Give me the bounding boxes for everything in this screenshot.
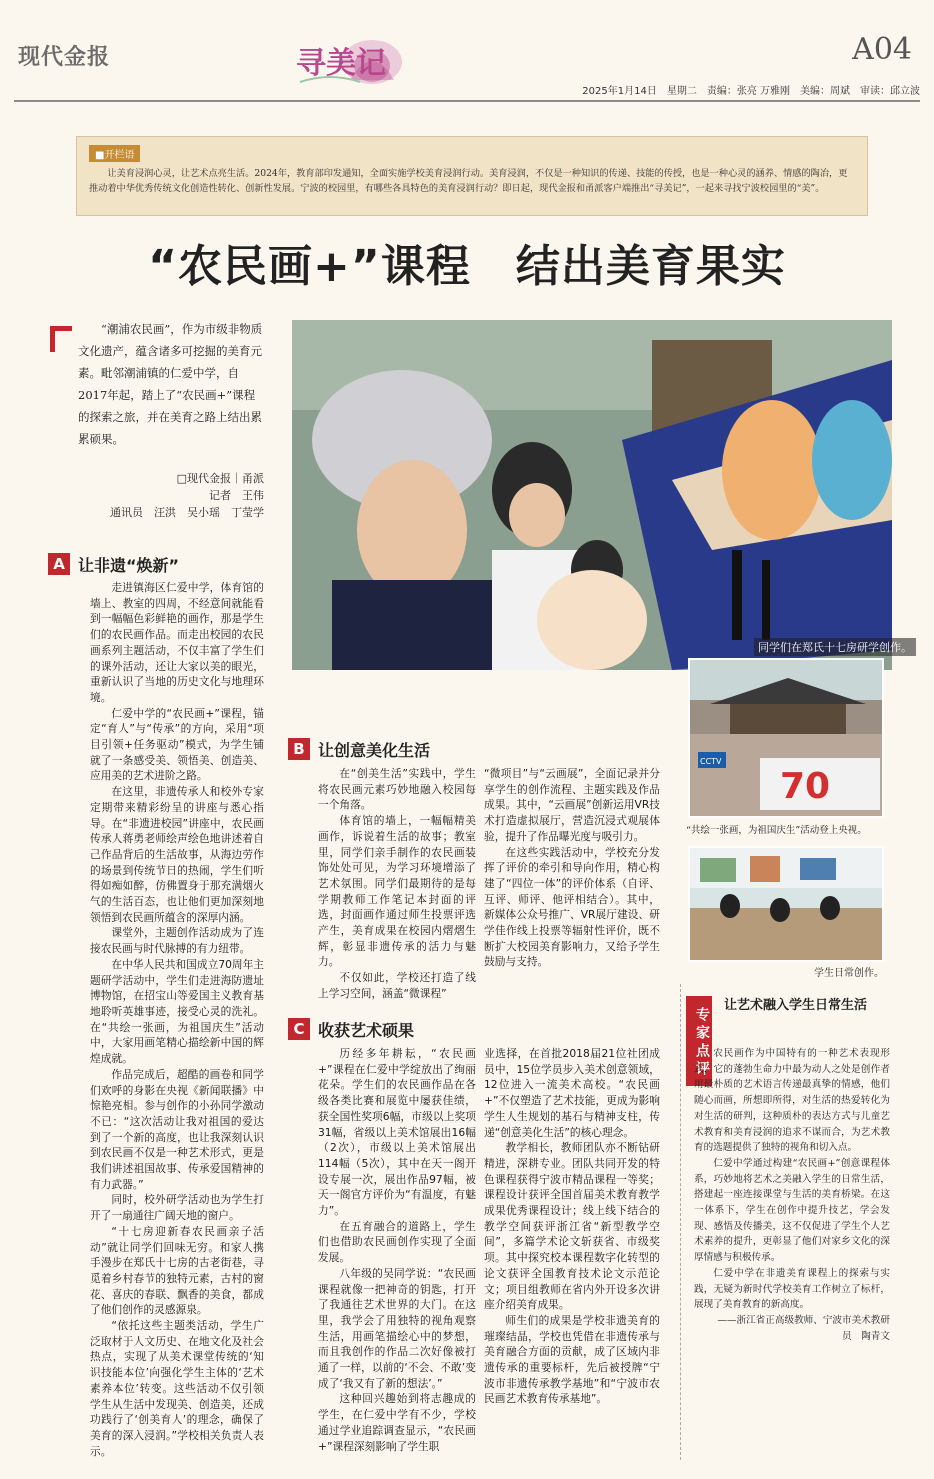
expert-para: 仁爱中学在非遗美育课程上的探索与实践，无疑为新时代学校美育工作树立了标杆，展现了美育教育的新高度。	[694, 1267, 890, 1311]
classroom-photo	[688, 846, 884, 962]
section-b-col2	[484, 766, 660, 970]
section-a-body	[90, 580, 264, 1459]
cctv-logo: CCTV	[700, 757, 722, 766]
cctv-photo-illustration	[690, 660, 884, 818]
section-b-para: “微项目”与“云画展”，全面记录并分享学生的创作流程、主题实践及作品成果。其中，“云画展”创新运用VR技术打造虚拟展厅，营造沉浸式观展体验，提升了作品曝光度与吸引力。	[484, 767, 660, 843]
section-b-para: 在这些实践活动中，学校充分发挥了评价的牵引和导向作用，精心构建了“四位一体”的评价体系（自评、互评、师评、他评相结合）。其中，新媒体公众号推广、VR展厅建设、研学佳作线上投票等辐射性评价，既不断扩大校园美育影响力，又给予学生鼓励与支持。	[484, 845, 660, 969]
column-title: 寻美记	[296, 46, 386, 81]
lead-corner-mark	[50, 326, 72, 352]
lead-paragraph: “潮浦农民画”，作为市级非物质文化遗产，蕴含诸多可挖掘的美育元素。毗邻潮浦镇的仁爱中学，自2017年起，踏上了“农民画+”课程的探索之旅，并在美育之路上结出累累硕果。	[78, 322, 263, 446]
section-b-col1	[318, 766, 476, 1002]
anniversary-70-label: 70	[780, 766, 831, 807]
main-photo	[292, 320, 892, 670]
section-b-badge: B	[288, 738, 310, 760]
section-a-title: 让非遗“焕新”	[78, 556, 180, 575]
main-photo-caption: 同学们在郑氏十七房研学创作。	[754, 638, 916, 656]
section-a-para: “依托这些主题类活动，学生广泛取材于人文历史、在地文化及社会热点，实现了从美术课堂传统的‘知识技能本位’向强化学生主体的‘艺术素养本位’转变。这些活动不仅引领学生从生活中发现美、创造美，还成功践行了‘创美育人’的理念，确保了美育的深入浸润。”学校相关负责人表示。	[90, 1319, 264, 1458]
section-c-para: 师生们的成果是学校非遗美育的璀璨结晶，学校也凭借在非遗传承与美育融合方面的贡献，成了区域内非遗传承的重要标杆，先后被授牌“宁波市非遗传承教学基地”和“宁波市农民画艺术教育传承基地”。	[484, 1313, 660, 1406]
intro-box	[76, 136, 868, 216]
page-number: A04	[852, 32, 912, 67]
column-logo	[290, 32, 490, 88]
classroom-photo-caption: 学生日常创作。	[814, 968, 884, 979]
expert-divider	[680, 984, 681, 1460]
section-c-para: 教学相长，教师团队亦不断钻研精进，深耕专业。团队共同开发的特色课程获得宁波市精品课程一等奖；课程设计获评全国首届美术教育教学成果优秀课程设计；线上线下结合的教学空间获评浙江省“新型教学空间”，多篇学术论文斩获省、市级奖项。其中探究校本课程数字化转型的论文获评全国教育技术论文示范论文；项目组教师在省内外开设多次讲座介绍美育成果。	[484, 1141, 660, 1312]
byline-source: □现代金报｜甬派	[176, 472, 264, 485]
section-c-para: 在五育融合的道路上，学生们也借助农民画创作实现了全面发展。	[318, 1219, 476, 1265]
section-a-para: 在中华人民共和国成立70周年主题研学活动中，学生们走进海防遗址博物馆，在招宝山等爱国主义教育基地聆听英雄事迹，接受心灵的洗礼。在“共绘一张画，为祖国庆生”活动中，大家用画笔精心描绘新中国的辉煌成就。	[90, 957, 264, 1066]
byline-reporter: 记者 王伟	[209, 489, 264, 502]
section-a-para: 课堂外，主题创作活动成为了连接农民画与时代脉搏的有力纽带。	[90, 926, 264, 956]
section-a-badge: A	[48, 553, 70, 575]
section-c-col1	[318, 1046, 476, 1454]
paper-name: 现代金报	[18, 45, 111, 70]
section-c-para: 这种回兴趣始到将志趣成的学生，在仁爱中学有不少，学校通过学业追踪调查显示，“农民画+”课程深刻影响了学生职	[318, 1392, 476, 1453]
classroom-photo-illustration	[690, 848, 884, 962]
section-a-para: 同时，校外研学活动也为学生打开了一扇通往广阔天地的窗户。	[90, 1193, 264, 1223]
page-meta: 2025年1月14日 星期二 责编：张亮 万雅刚 美编：周斌 审读：邱立波	[582, 86, 920, 97]
section-c-title: 收获艺术硕果	[318, 1021, 415, 1040]
byline	[98, 470, 264, 521]
section-c-para: 历经多年耕耘，“农民画+”课程在仁爱中学绽放出了绚丽花朵。学生们的农民画作品在各级各类比赛和展览中屡获佳绩，获全国性奖项6幅，市级以上奖项31幅，省级以上美术馆展出16幅（2次），市级以上美术馆展出114幅（5次），其中在天一阁开设专展一次，展出作品97幅，被天一阁官方评价为“有温度，有魅力”。	[318, 1047, 476, 1218]
intro-text: 让美育浸润心灵，让艺术点亮生活。2024年，教育部印发通知，全面实施学校美育浸润行动。美育浸润，不仅是一种知识的传递、技能的传授，也是一种心灵的涵养、情感的陶冶，更推动着中华优秀传统文化创造性转化、创新性发展。宁波的校园里，有哪些各具特色的美育浸润行动？即日起，现代金报和甬派客户端推出“寻美记”，一起来寻找宁波校园里的“美”。	[89, 168, 848, 194]
cctv-photo	[688, 658, 884, 818]
intro-tag: ■开栏语	[89, 145, 140, 162]
section-b-para: 体育馆的墙上，一幅幅精美画作，诉说着生活的故事；教室里，同学们亲手制作的农民画装饰处处可见，为学习环境增添了艺术氛围。同学们最期待的是每学期教师工作笔记本封面的评选，封面画作通过师生投票评选产生，美育成果在校园内熠熠生辉，彰显非遗传承的活力与魅力。	[318, 814, 476, 969]
expert-para: 农民画作为中国特有的一种艺术表现形式，它的蓬勃生命力中最为动人之处是创作者用最朴质的艺术语言传递最真挚的情感，他们随心而画，所想即所得，对生活的热爱转化为对生活的研判，这种质朴的表达方式与儿童艺术教育和美育浸润的追求不谋而合，为艺术教育的选题提供了独特的视角和切入点。	[694, 1048, 890, 1154]
headline: “农民画+”课程 结出美育果实	[148, 241, 786, 292]
section-a-para: 走进镇海区仁爱中学，体育馆的墙上、教室的四周，不经意间就能看到一幅幅色彩鲜艳的画作，那是学生们的农民画作品。而走出校园的农民画系列主题活动，不仅丰富了学生们的课外活动，还让大家以美的眼光，重新认识了当地的历史文化与地理环境。	[90, 581, 264, 704]
section-b-title: 让创意美化生活	[318, 741, 431, 760]
section-a-para: “十七房迎新春农民画亲子活动”就让同学们回味无穷。和家人携手漫步在郑氏十七房的古老街巷，寻觅着乡村春节的独特元素，古村的窗花、喜庆的春联、飘香的美食，都成了他们创作的灵感源泉。	[90, 1224, 264, 1317]
main-photo-illustration	[292, 320, 892, 670]
expert-title: 让艺术融入学生日常生活	[724, 998, 868, 1013]
expert-signature: ——浙江省正高级教师、宁波市美术教研员 陶青文	[717, 1314, 890, 1342]
expert-tag: 专家点评	[686, 996, 712, 1086]
section-b-para: 在“创美生活”实践中，学生将农民画元素巧妙地融入校园每一个角落。	[318, 767, 476, 812]
section-a-para: 仁爱中学的“农民画+”课程，锚定“育人”与“传承”的方向，采用“项目引领+任务驱动”模式，为学生铺就了一条感受美、领悟美、创造美、应用美的艺术进阶之路。	[90, 706, 264, 783]
expert-para: 仁爱中学通过构建“农民画+”创意课程体系，巧妙地将艺术之美融入学生的日常生活，搭建起一座连接课堂与生活的美育桥梁。在这一体系下，学生在创作中提升技艺，学会发现、感悟及传播美，这不仅促进了学生个人艺术素养的提升，更彰显了他们对家乡文化的深厚情感与积极传承。	[694, 1157, 890, 1264]
section-a-para: 在这里，非遗传承人和校外专家定期带来精彩纷呈的讲座与悉心指导。在“非遗进校园”讲座中，农民画传承人蒋勇老师绘声绘色地讲述着自己作品背后的生活故事，从海边劳作的场景到传统节日的热闹，学生们听得如痴如醉，仿佛置身于那充满烟火气的生活百态，也让他们更加深刻地领悟到农民画所蕴含的深厚内涵。	[90, 785, 264, 924]
cctv-photo-caption: “共绘一张画，为祖国庆生”活动登上央视。	[686, 825, 867, 836]
expert-body	[694, 1046, 890, 1344]
section-c-para: 业选择，在首批2018届21位社团成员中，15位学员步入美术创意领域，12位进入一流美术高校。“农民画+”不仅塑造了艺术技能，更成为影响学生人生规划的基石与精神支柱，传递“创意美化生活”的核心理念。	[484, 1047, 660, 1139]
section-a-para: 作品完成后，超酷的画卷和同学们欢呼的身影在央视《新闻联播》中惊艳亮相。参与创作的小孙同学激动不已：“这次活动让我对祖国的爱达到了一个新的高度，也让我深刻认识到农民画不仅是一种艺术形式，更是我们讲述祖国故事、传承爱国精神的有力武器。”	[90, 1067, 264, 1191]
section-c-badge: C	[288, 1018, 310, 1040]
section-c-para: 八年级的吴同学说：“农民画课程就像一把神奇的钥匙，打开了我通往艺术世界的大门。在这里，我学会了用独特的视角观察生活，用画笔描绘心中的梦想，而且我创作的作品二次好像被打通了一样，以前的‘不会、不敢’变成了‘我又有了新的想法’。”	[318, 1266, 476, 1390]
byline-correspondents: 通讯员 汪洪 吴小瑶 丁莹学	[110, 506, 264, 519]
section-c-col2	[484, 1046, 660, 1407]
header-rule	[14, 100, 920, 102]
section-b-para: 不仅如此，学校还打造了线上学习空间，涵盖“微课程”	[318, 971, 476, 1000]
